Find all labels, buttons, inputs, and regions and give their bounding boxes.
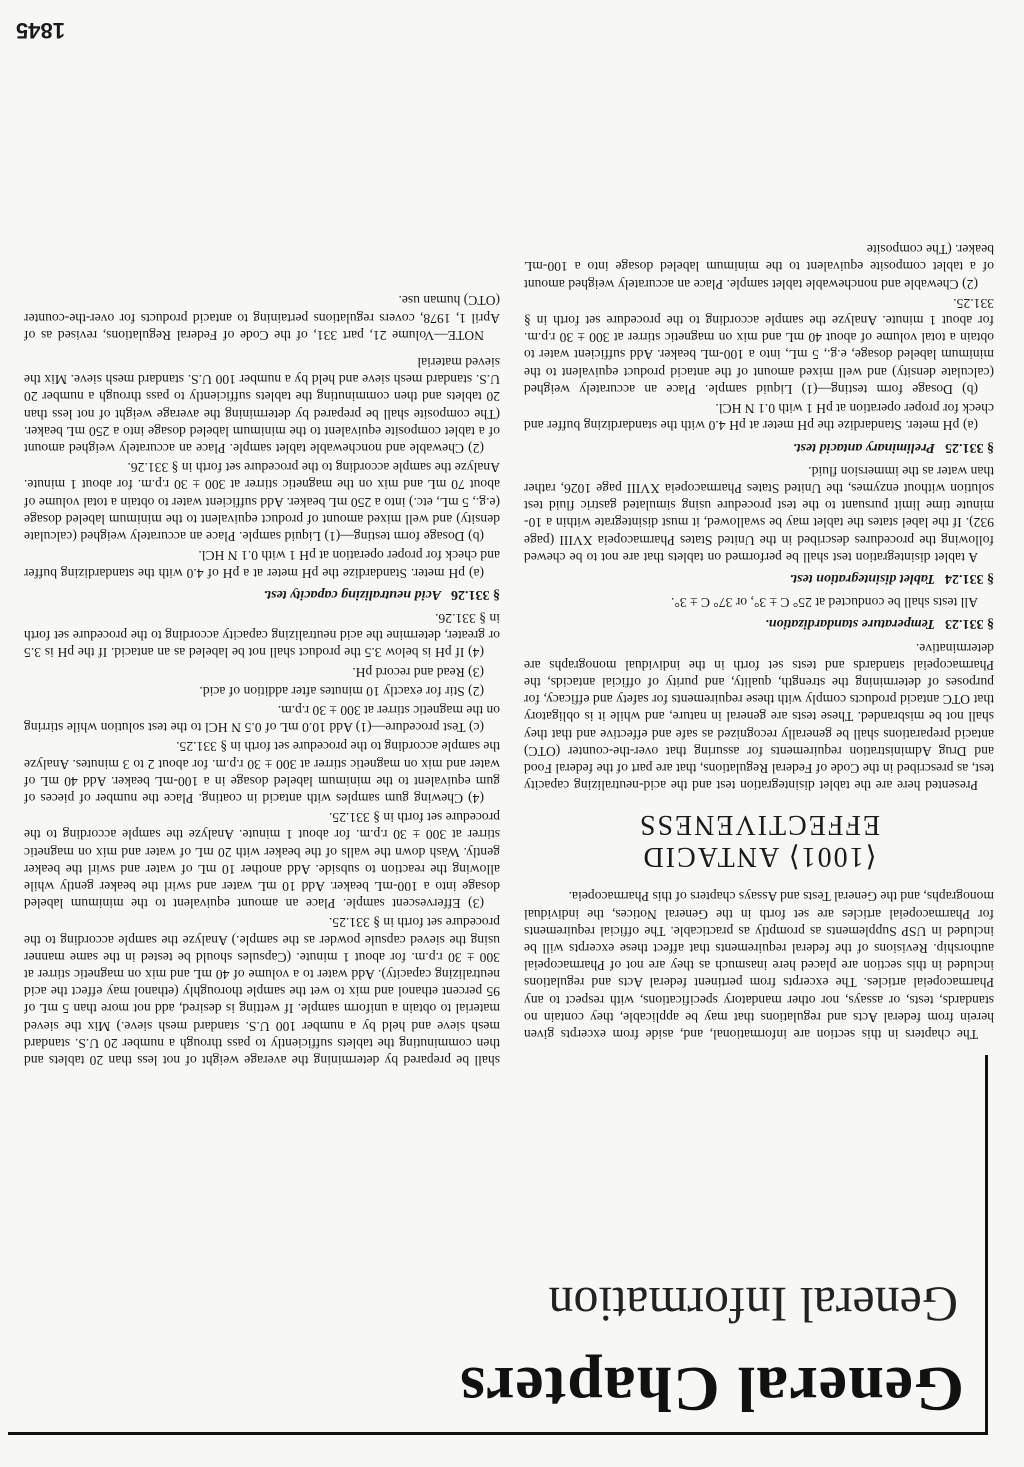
running-title-main: General Chapters bbox=[459, 1354, 964, 1425]
section-title: Acid neutralizing capacity test. bbox=[263, 586, 441, 602]
section-heading-331-23 bbox=[524, 615, 994, 632]
paragraph-a: (a) pH meter. Standardize the pH meter at a pH of 4.0 with the standardizing buffer and check for proper operation at pH 1 with 0.1 N HCl. bbox=[24, 548, 500, 581]
section-number: § 331.23 bbox=[945, 616, 994, 632]
paragraph-3: (3) Effervescent sample. Place an amount equivalent to the minimum labeled dosage into a 100-mL beaker. Add 10 mL water and swirl the beaker gently while allowing the reaction to subside. Add another 10 mL of water and swirl the beaker gently. Wash down the walls of the beaker with 20 mL of water and mix on magnetic stirrer at 300 ± 30 r.p.m. for about 1 minute. Analyze the sample according to the procedure set forth in § 331.25. bbox=[24, 810, 500, 912]
running-title bbox=[404, 1275, 964, 1425]
section-heading-331-25 bbox=[524, 438, 994, 455]
paragraph-a: (a) pH meter. Standardize the pH meter at pH 4.0 with the standardizing buffer and check for proper operation at pH 1 with 0.1 N HCl. bbox=[524, 401, 994, 434]
section-title: Preliminary antacid test. bbox=[793, 439, 935, 455]
section-number: § 331.24 bbox=[945, 570, 994, 586]
paragraph-c4: (4) If pH is below 3.5 the product shall not be labeled as an antacid. If the pH is 3.5 or greater, determine the acid neutralizing capacity according to the procedure set forth in § 331.26. bbox=[24, 610, 500, 661]
column-second bbox=[24, 290, 500, 1069]
column-first bbox=[524, 239, 994, 1043]
paragraph-b2: (2) Chewable and nonchewable tablet sample. Place an accurately weighed amount of a tablet composite equivalent to the minimum labeled dosage into a 250 mL beaker. (The composite shall be prepared by determining the average weight of not less than 20 tablets and then comminuting the tablets sufficiently to pass through a number 20 U.S. standard mesh sieve and held by a number 100 U.S. standard mesh sieve. Mix the sieved material bbox=[24, 355, 500, 457]
chapter-word: ANTACID bbox=[641, 841, 780, 873]
chapter-title bbox=[524, 808, 994, 872]
regulation-note: NOTE—Volume 21, part 331, of the Code of Federal Regulations, revised as of April 1, 1978, covers regulations pertaining to antacid products for over-the-counter (OTC) human use. bbox=[24, 293, 500, 343]
paragraph-b1: (b) Dosage form testing—(1) Liquid sample. Place an accurately weighed (calculate density) and well mixed amount of the antacid product equivalent to the minimum labeled dosage, e.g., 5 mL, into a 100-mL beaker. Add sufficient water to obtain a total volume of about 40 mL and mix on magnetic stirrer at 300 ± 30 r.p.m. for about 1 minute. Analyze the sample according to the procedure set forth in § 331.25. bbox=[524, 295, 994, 397]
paragraph-c2: (2) Stir for exactly 10 minutes after addition of acid. bbox=[199, 683, 484, 699]
running-title-sub: General Information bbox=[548, 1277, 958, 1333]
header-rule bbox=[8, 1432, 988, 1435]
section-title: Tablet disintegration test. bbox=[789, 570, 935, 586]
section-title: Temperature standardization. bbox=[765, 616, 935, 632]
chapter-word-2: EFFECTIVENESS bbox=[637, 809, 881, 841]
paragraph-c3: (3) Read and record pH. bbox=[352, 664, 484, 680]
paragraph-c1: (c) Test procedure—(1) Add 10.0 mL of 0.5 N HCl to the test solution while stirring on the magnetic stirrer at 300 ± 30 r.p.m. bbox=[24, 702, 500, 736]
section-text: All tests shall be conducted at 25° C ± 3°, or 37° C ± 3°. bbox=[671, 595, 978, 611]
section-number: § 331.25 bbox=[945, 439, 994, 455]
chapter-intro-paragraph: Presented here are the tablet disintegration test and the acid-neutralizing capacity test, as prescribed in the Code of Federal Regulations, that are part of the federal Food and Drug Administration requirements for assuring that over-the-counter (OTC) antacid preparations shall be generally recognized as safe and effective and that they shall not be misbranded. These tests are general in nature, and while it is obligatory that OTC antacid products comply with these requirements for safety and efficacy, for purposes of determining the strength, quality, and purity of official antacids, the Pharmacopeial standards and tests set forth in the individual monographs are determinative. bbox=[524, 640, 994, 794]
paragraph-b2: (2) Chewable and nonchewable tablet sample. Place an accurately weighed amount of a tablet composite equivalent to the minimum labeled dosage into a 100-mL beaker. (The composite bbox=[524, 242, 994, 292]
section-number: § 331.26 bbox=[451, 586, 500, 602]
section-heading-331-24 bbox=[524, 570, 994, 587]
side-rule bbox=[985, 1055, 988, 1435]
chapter-number: ⟨1001⟩ bbox=[786, 841, 877, 873]
section-text: A tablet disintegration test shall be performed on tablets that are not to be chewed following the procedures described in the United States Pharmacopeia XVIII (page 932). If the label states the tablet may be swallowed, it must disintegrate within a 10-minute time limit pursuant to the test procedure using simulated gastric fluid test solution without enzymes, the United States Pharmacopeia XVIII page 1026, rather than water as the immersion fluid. bbox=[524, 463, 994, 565]
section-intro: The chapters in this section are informational, and, aside from excerpts given herein from federal Acts and regulations that may be applicable, they contain no standards, tests, or assays, nor other mandatory specifications, with respect to any Pharmacopeial articles. The excerpts from pertinent federal Acts and regulations included in this section are placed here inasmuch as they are not of Pharmacopeial authorship. Revisions of the federal requirements that affect these excerpts will be included in USP Supplements as promptly as practicable. The official requirements for Pharmacopeial articles are set forth in the General Notices, the individual monographs, and the General Tests and Assays chapters of this Pharmacopeia. bbox=[524, 889, 994, 1042]
continued-paragraph: shall be prepared by determining the average weight of not less than 20 tablets and then comminuting the tablets sufficiently to pass through a number 20 U.S. standard mesh sieve and held by a number 100 U.S. standard mesh sieve.) Mix the sieved material to obtain a uniform sample. If wetting is desired, add not more than 5 mL of 95 percent ethanol and mix to wet the sample thoroughly (ethanol may effect the acid neutralizing capacity). Add water to a volume of 40 mL and mix on magnetic stirrer at 300 ± 30 r.p.m. for about 1 minute. (Capsules should be tested in the same manner using the sieved capsule powder as the sample.) Analyze the sample according to the procedure set forth in § 331.25. bbox=[24, 915, 500, 1068]
page-number: 1845 bbox=[16, 18, 65, 43]
paragraph-4: (4) Chewing gum samples with antacid in coating. Place the number of pieces of gum equivalent to the minimum labeled dosage in a 100-mL beaker. Add 40 mL of water and mix on magnetic stirrer at 300 ± 30 r.p.m. for about 2 to 3 minutes. Analyze the sample according to the procedure set forth in § 331.25. bbox=[24, 739, 500, 806]
paragraph-b1: (b) Dosage form testing—(1) Liquid sample. Place an accurately weighed (calculate density) and well mixed amount of product equivalent to the minimum labeled dosage (e.g., 5 mL, etc.) into a 250 mL beaker. Add sufficient water to obtain a total volume of about 70 mL and mix on the magnetic stirrer at 300 ± 30 r.p.m. for about 1 minute. Analyze the sample according to the procedure set forth in § 331.26. bbox=[24, 460, 500, 545]
section-heading-331-26 bbox=[24, 586, 500, 603]
